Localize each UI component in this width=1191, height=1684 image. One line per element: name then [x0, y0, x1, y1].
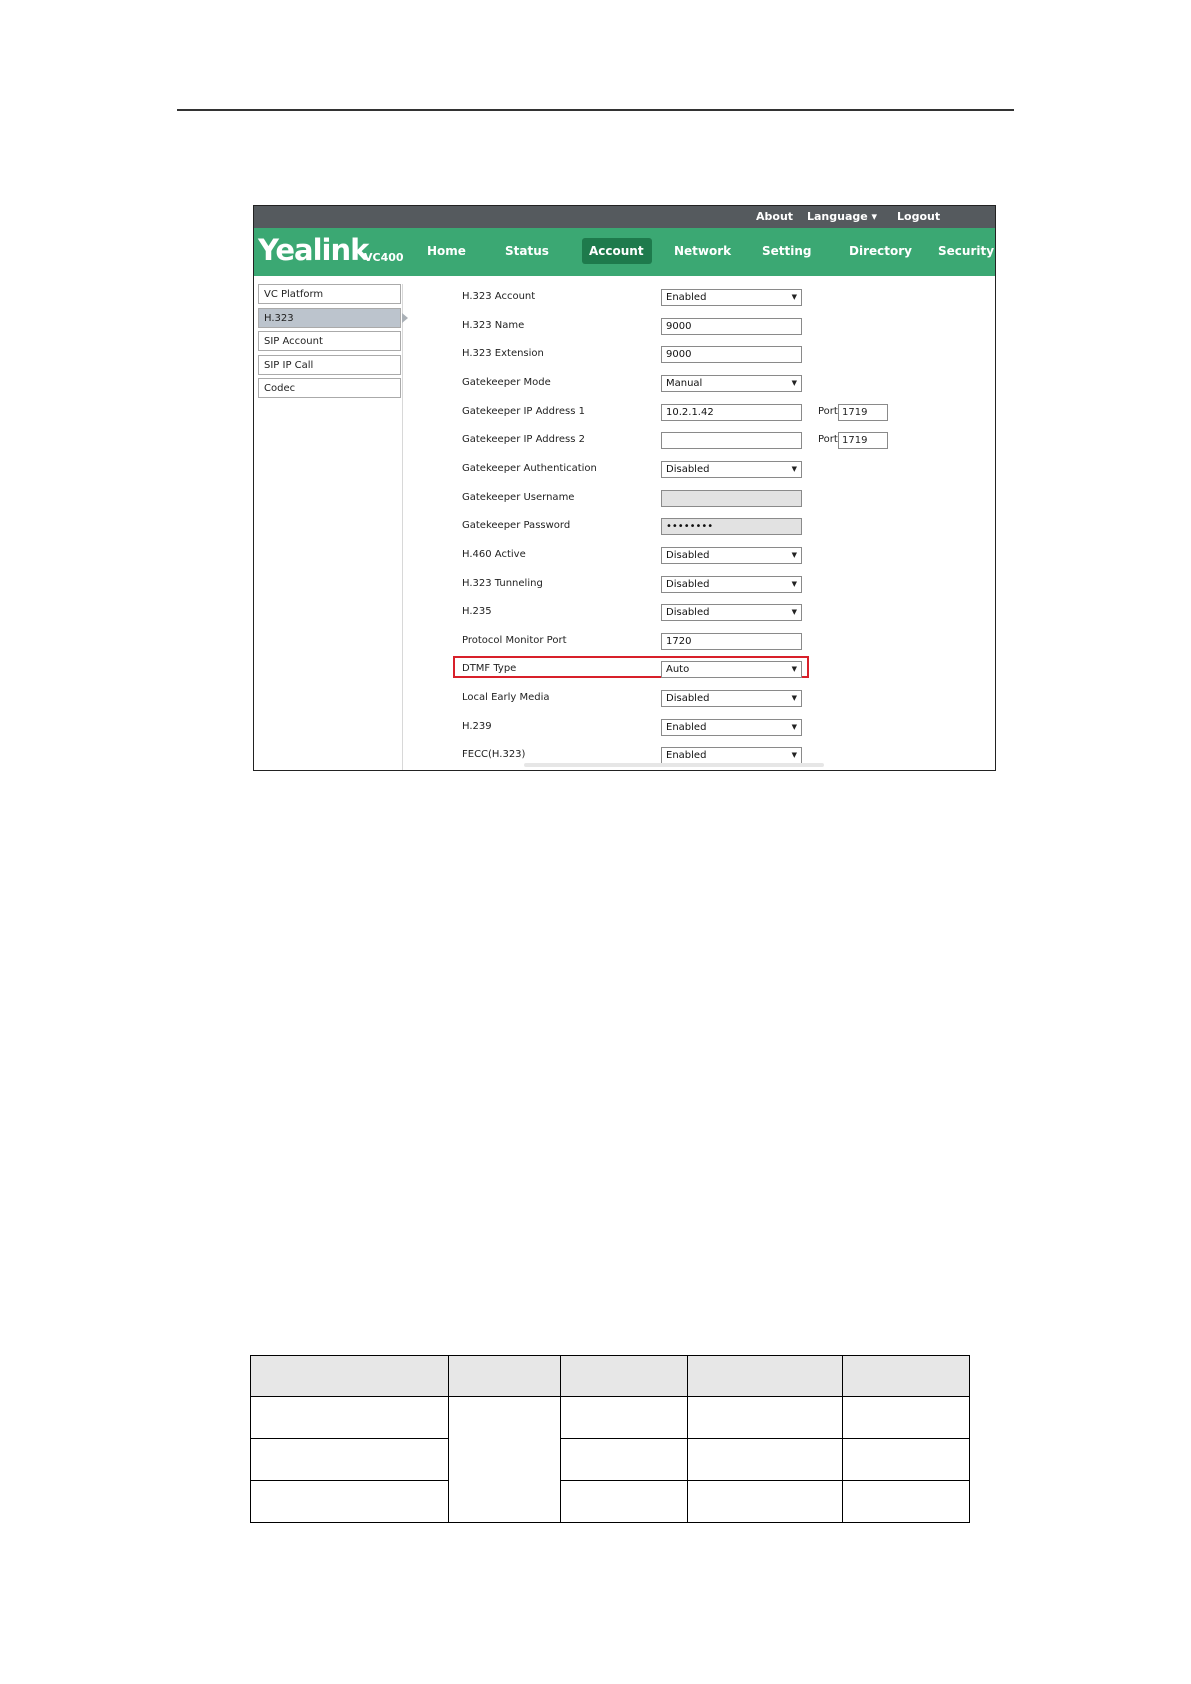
field-label: H.323 Tunneling	[462, 578, 543, 589]
table-header-cell	[449, 1356, 561, 1397]
select-field[interactable]: Disabled ▼	[661, 547, 802, 564]
select-field[interactable]: Enabled ▼	[661, 289, 802, 306]
select-field[interactable]: Disabled ▼	[661, 461, 802, 478]
select-field[interactable]: Enabled ▼	[661, 719, 802, 736]
table-header-cell	[251, 1356, 449, 1397]
field-label: Gatekeeper IP Address 2	[462, 434, 586, 445]
table-cell	[688, 1439, 843, 1481]
table-cell	[251, 1481, 449, 1523]
table-cell	[843, 1439, 970, 1481]
parameter-table	[250, 1355, 970, 1523]
table-cell-merged	[449, 1397, 561, 1523]
field-label: Local Early Media	[462, 692, 550, 703]
nav-account[interactable]: Account	[589, 244, 644, 258]
sidebar-item-sip-ip-call[interactable]: SIP IP Call	[258, 355, 401, 375]
field-label: H.239	[462, 721, 492, 732]
field-label: H.323 Name	[462, 320, 525, 331]
sidebar-item-vc-platform[interactable]: VC Platform	[258, 284, 401, 304]
nav-network[interactable]: Network	[674, 244, 732, 258]
field-label: H.323 Account	[462, 291, 536, 302]
table-header-cell	[561, 1356, 688, 1397]
nav-directory[interactable]: Directory	[849, 244, 912, 258]
nav-home[interactable]: Home	[427, 244, 466, 258]
text-field[interactable]	[661, 432, 802, 449]
sidebar-item-label: H.323	[264, 313, 294, 324]
field-label: FECC(H.323)	[462, 749, 526, 760]
field-label: Protocol Monitor Port	[462, 635, 567, 646]
field-label: H.235	[462, 606, 492, 617]
field-label: Gatekeeper Mode	[462, 377, 551, 388]
table-cell	[843, 1481, 970, 1523]
sidebar-item-codec[interactable]: Codec	[258, 378, 401, 398]
bottom-scroll-shadow	[524, 763, 824, 767]
sidebar-item-sip-account[interactable]: SIP Account	[258, 331, 401, 351]
table-header-cell	[688, 1356, 843, 1397]
text-field[interactable]: 10.2.1.42	[661, 404, 802, 421]
select-field[interactable]: Disabled ▼	[661, 604, 802, 621]
text-field[interactable]: 9000	[661, 346, 802, 363]
select-field[interactable]: Auto ▼	[661, 661, 802, 678]
select-field[interactable]: Enabled ▼	[661, 747, 802, 764]
port-label: Port	[818, 434, 838, 445]
table-cell	[561, 1397, 688, 1439]
text-field[interactable]: 9000	[661, 318, 802, 335]
text-field: ••••••••	[661, 518, 802, 535]
sidebar-item-h323[interactable]	[258, 308, 401, 328]
table-cell	[251, 1397, 449, 1439]
table-header-cell	[843, 1356, 970, 1397]
field-label: Gatekeeper Authentication	[462, 463, 597, 474]
select-field[interactable]: Disabled ▼	[661, 576, 802, 593]
table-cell	[561, 1439, 688, 1481]
active-item-arrow-icon	[402, 313, 408, 323]
yealink-logo: Yealink	[258, 233, 369, 267]
field-label: Gatekeeper IP Address 1	[462, 406, 586, 417]
table-cell	[843, 1397, 970, 1439]
main-nav	[254, 228, 995, 276]
table-cell	[561, 1481, 688, 1523]
nav-status[interactable]: Status	[505, 244, 549, 258]
model-label: VC400	[364, 251, 404, 264]
select-field[interactable]: Disabled ▼	[661, 690, 802, 707]
field-label: H.323 Extension	[462, 348, 544, 359]
text-field[interactable]: 1720	[661, 633, 802, 650]
table-cell	[688, 1481, 843, 1523]
nav-setting[interactable]: Setting	[762, 244, 812, 258]
port-field[interactable]: 1719	[838, 432, 888, 449]
page-header-rule	[177, 109, 1014, 111]
top-bar	[254, 206, 995, 228]
table-cell	[251, 1439, 449, 1481]
port-field[interactable]: 1719	[838, 404, 888, 421]
sidebar	[254, 284, 403, 770]
language-menu[interactable]: Language ▾	[807, 210, 878, 223]
field-label: Gatekeeper Password	[462, 520, 571, 531]
table-cell	[688, 1397, 843, 1439]
port-label: Port	[818, 406, 838, 417]
field-label: Gatekeeper Username	[462, 492, 575, 503]
logout-link[interactable]: Logout	[897, 210, 941, 223]
about-link[interactable]: About	[756, 210, 794, 223]
field-label: H.460 Active	[462, 549, 526, 560]
nav-security[interactable]: Security	[938, 244, 995, 258]
field-label: DTMF Type	[462, 663, 517, 674]
select-field[interactable]: Manual ▼	[661, 375, 802, 392]
web-ui-screenshot	[253, 205, 996, 771]
text-field	[661, 490, 802, 507]
